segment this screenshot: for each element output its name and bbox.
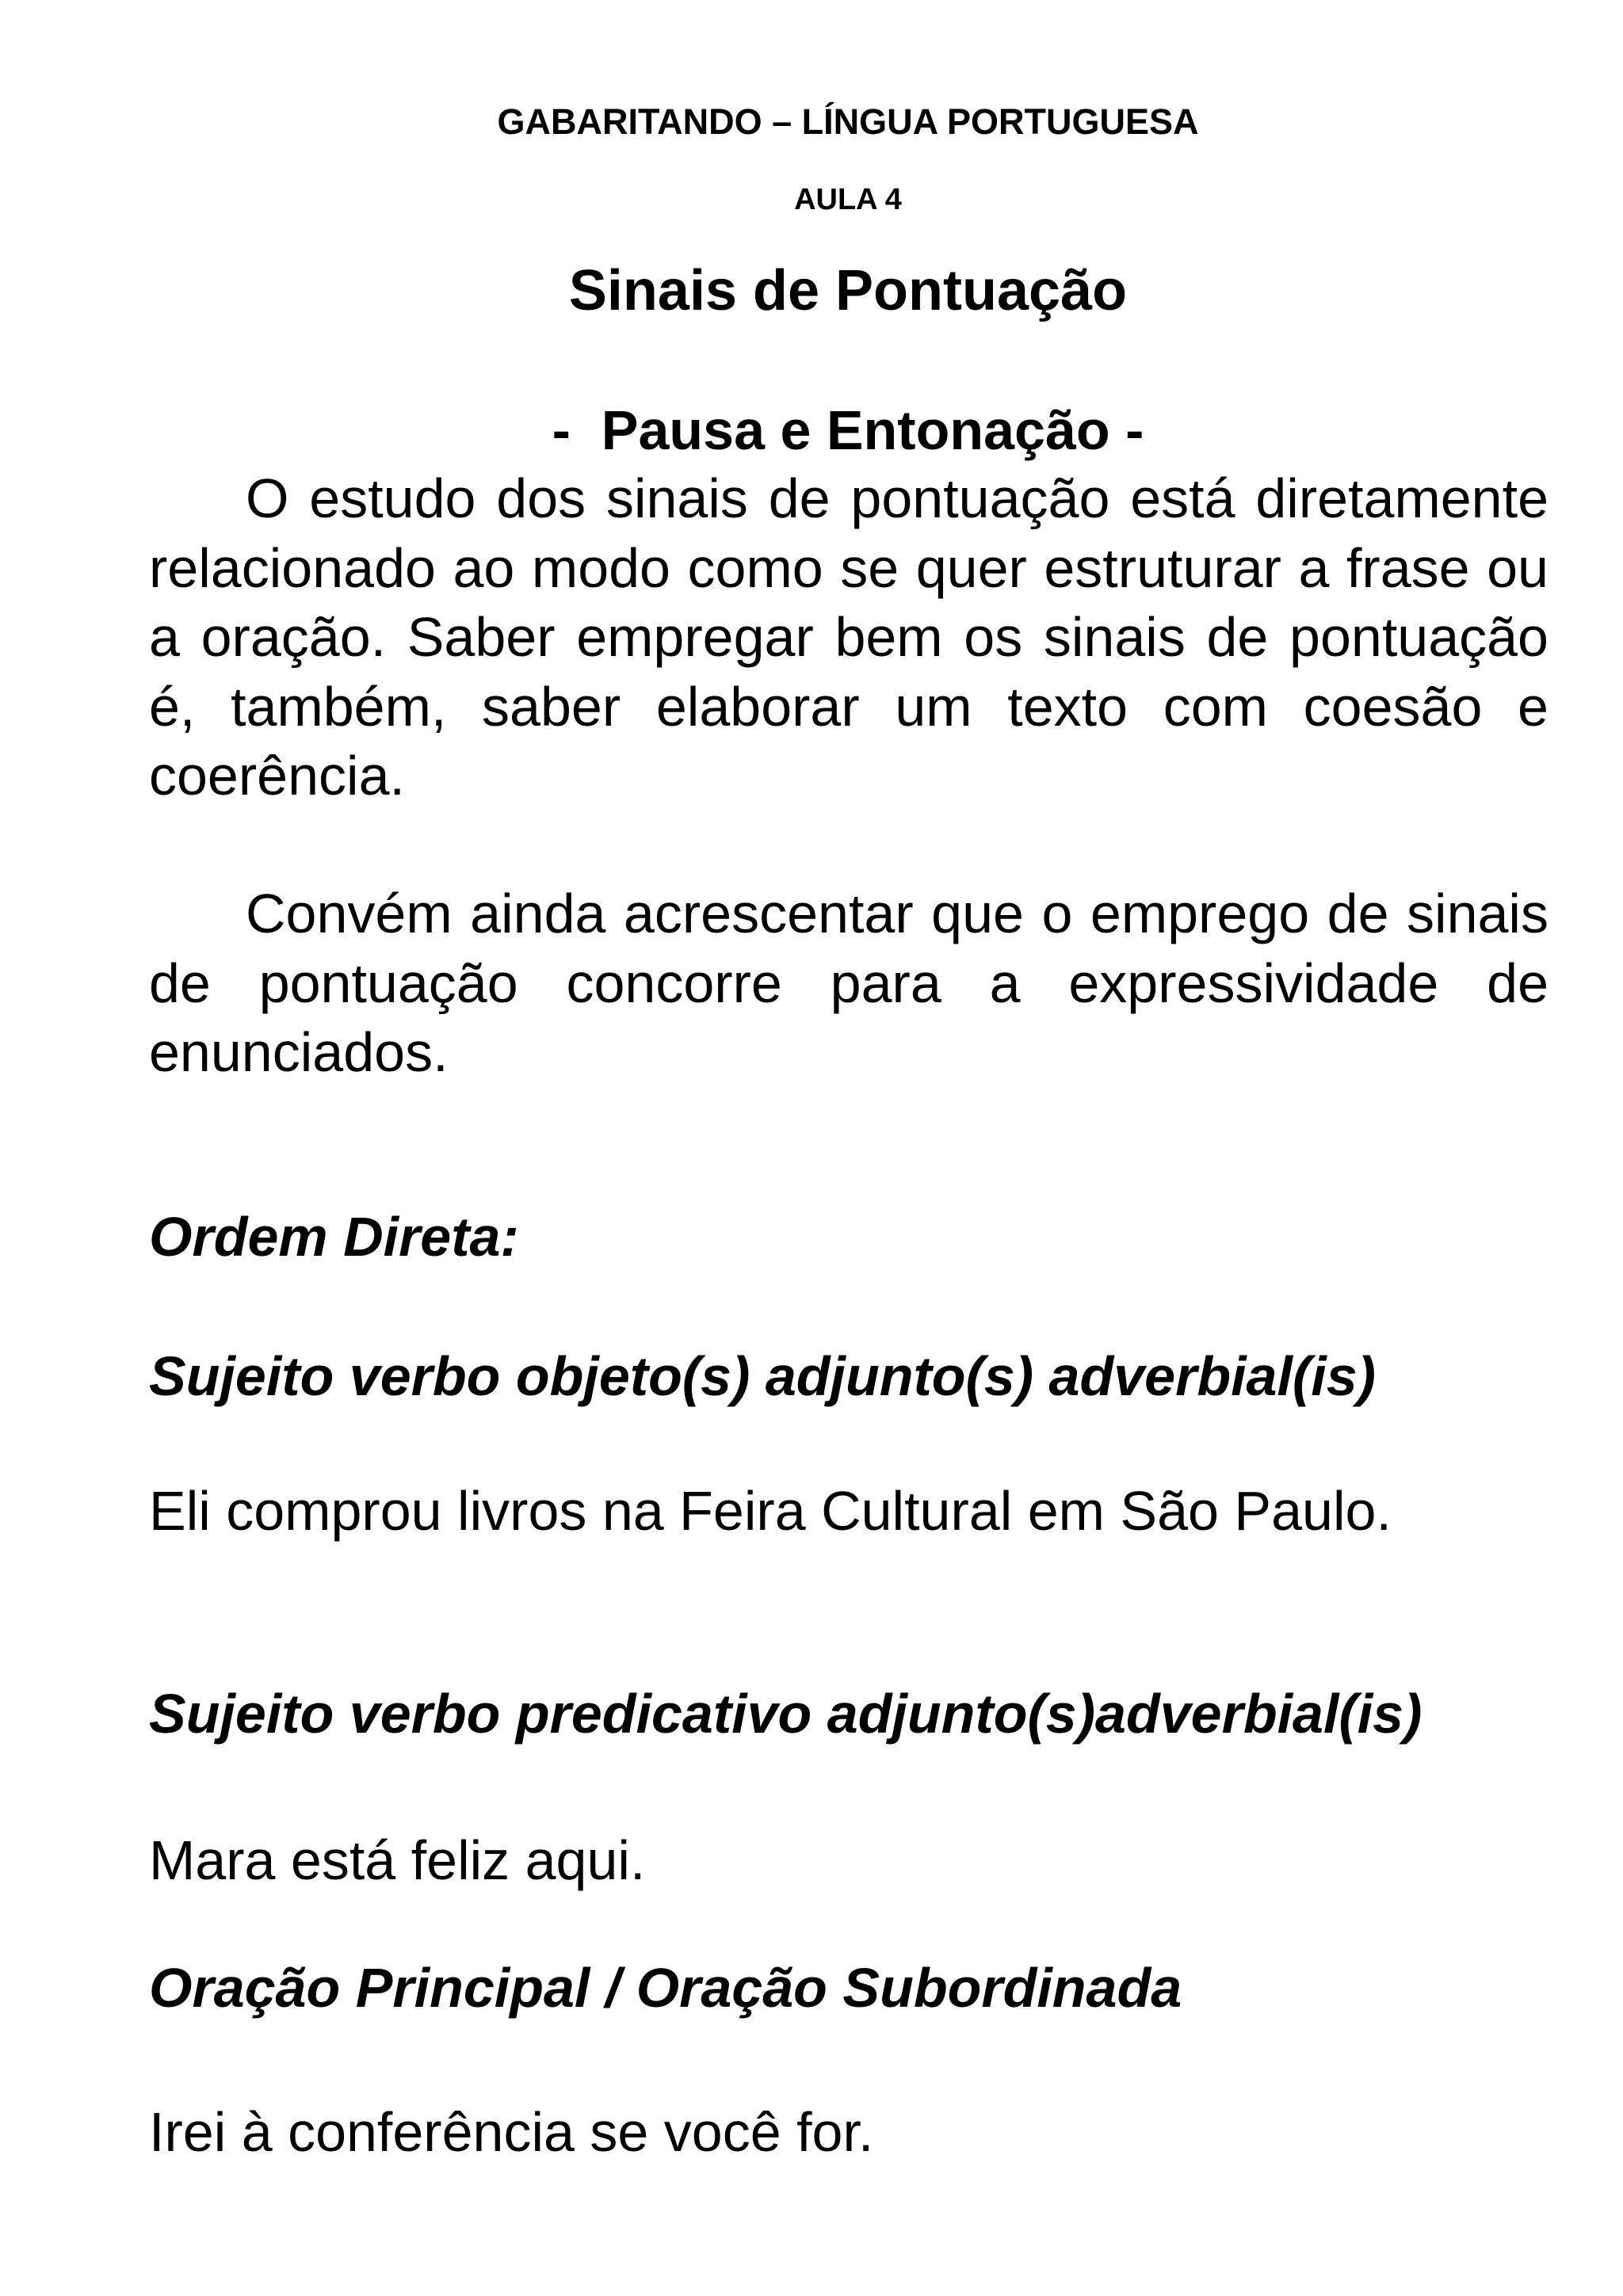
lesson-label: AULA 4 (794, 183, 902, 216)
example-sentence-svo: Eli comprou livros na Feira Cultural em São Paulo. (149, 1480, 1392, 1542)
intro-paragraph (149, 464, 1549, 811)
section-heading-svo: Sujeito verbo objeto(s) adjunto(s) adverbial(is) (149, 1345, 1376, 1407)
example-sentence-oracao: Irei à conferência se você for. (149, 2101, 874, 2163)
intro-paragraph-text: O estudo dos sinais de pontuação está diretamente relacionado ao modo como se quer estruturar a frase ou a oração. Saber empregar bem os sinais de pontuação é, também, saber elaborar um texto com coesão e coerência. (149, 467, 1549, 807)
section-heading-ordem-direta: Ordem Direta: (149, 1206, 519, 1268)
second-paragraph-text: Convém ainda acrescentar que o emprego de sinais de pontuação concorre para a expressividade de enunciados. (149, 883, 1549, 1083)
document-header: GABARITANDO – LÍNGUA PORTUGUESA (497, 101, 1199, 142)
section-heading-oracao: Oração Principal / Oração Subordinada (149, 1957, 1182, 2019)
example-sentence-svp: Mara está feliz aqui. (149, 1829, 646, 1891)
second-paragraph (149, 879, 1549, 1088)
page-subtitle: - Pausa e Entonação - (552, 399, 1144, 461)
page-title: Sinais de Pontuação (568, 259, 1128, 322)
section-heading-svp: Sujeito verbo predicativo adjunto(s)adverbial(is) (149, 1683, 1423, 1745)
